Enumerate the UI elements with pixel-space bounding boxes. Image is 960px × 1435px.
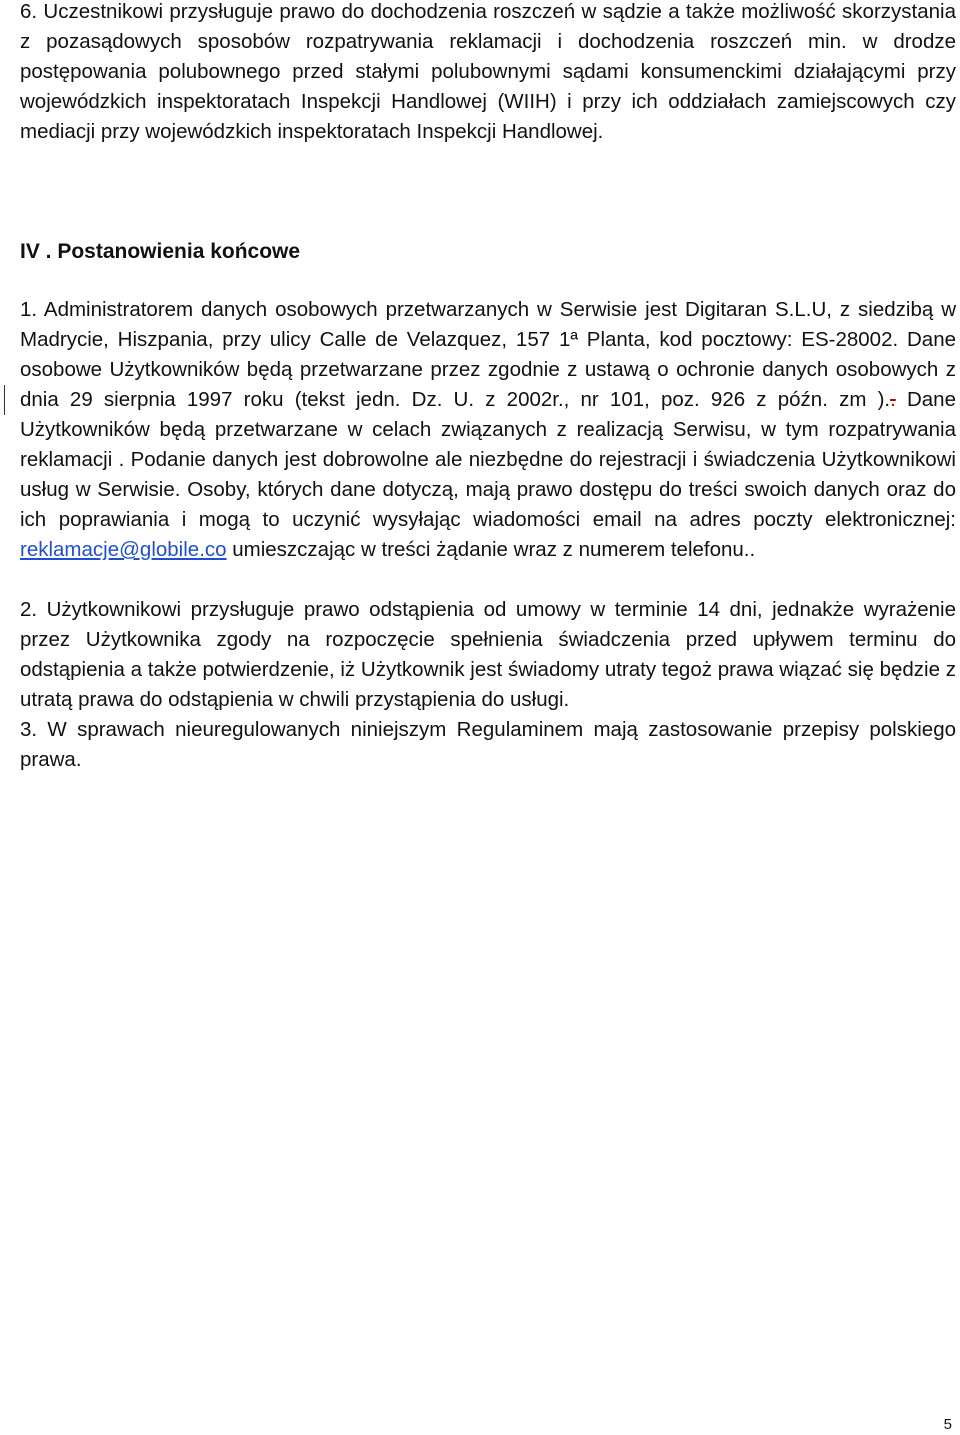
deleted-period-mark: . [890,388,896,411]
final-provision-2 [20,595,956,715]
provision-3-text: 3. W sprawach nieuregulowanych niniejszym Regulaminem mają zastosowanie przepisy polskiego prawa. [20,718,956,771]
email-link[interactable]: reklamacje@globile.co [20,538,227,561]
section-6-paragraph [20,0,956,147]
provision-1-text-a: 1. Administratorem danych osobowych przetwarzanych w Serwisie jest Digitaran S.L.U, z siedzibą w Madrycie, Hiszpania, przy ulicy Calle de Velazquez, 157 1ª Planta, kod pocztowy: ES-28002. Dane osobowe Użytkowników będą przetwarzane przez zgodnie z ustawą o ochronie danych osobowych z dnia 29 sierpnia 1997 roku (tekst jedn. Dz. U. z 2002r., nr 101, poz. 926 z późn. zm ). [20,298,956,411]
final-provision-1 [20,295,956,565]
provision-1-text-c: umieszczając w treści żądanie wraz z numerem telefonu.. [226,538,756,561]
revision-change-bar [4,385,5,415]
final-provision-3 [20,715,956,775]
provision-1-text-b: Dane Użytkowników będą przetwarzane w celach związanych z realizacją Serwisu, w tym rozpatrywania reklamacji . Podanie danych jest dobrowolne ale niezbędne do rejestracji i świadczenia Użytkownikowi usług w Serwisie. Osoby, których dane dotyczą, mają prawo dostępu do treści swoich danych oraz do ich poprawiania i mogą to uczynić wysyłając wiadomości email na adres poczty elektronicznej: [20,388,956,531]
section-heading: IV . Postanowienia końcowe [20,240,301,263]
page-number: 5 [943,1416,952,1433]
section-6-text: 6. Uczestnikowi przysługuje prawo do dochodzenia roszczeń w sądzie a także możliwość skorzystania z pozasądowych sposobów rozpatrywania reklamacji i dochodzenia roszczeń min. w drodze postępowania polubownego przed stałymi polubownymi sądami konsumenckimi działającymi przy wojewódzkich inspektoratach Inspekcji Handlowej (WIIH) i przy ich oddziałach zamiejscowych czy mediacji przy wojewódzkich inspektoratach Inspekcji Handlowej. [20,0,956,143]
provision-2-text: 2. Użytkownikowi przysługuje prawo odstąpienia od umowy w terminie 14 dni, jednakże wyrażenie przez Użytkownika zgody na rozpoczęcie spełnienia świadczenia przed upływem terminu do odstąpienia a także potwierdzenie, iż Użytkownik jest świadomy utraty tegoż prawa wiązać się będzie z utratą prawa do odstąpienia w chwili przystąpienia do usługi. [20,598,956,711]
